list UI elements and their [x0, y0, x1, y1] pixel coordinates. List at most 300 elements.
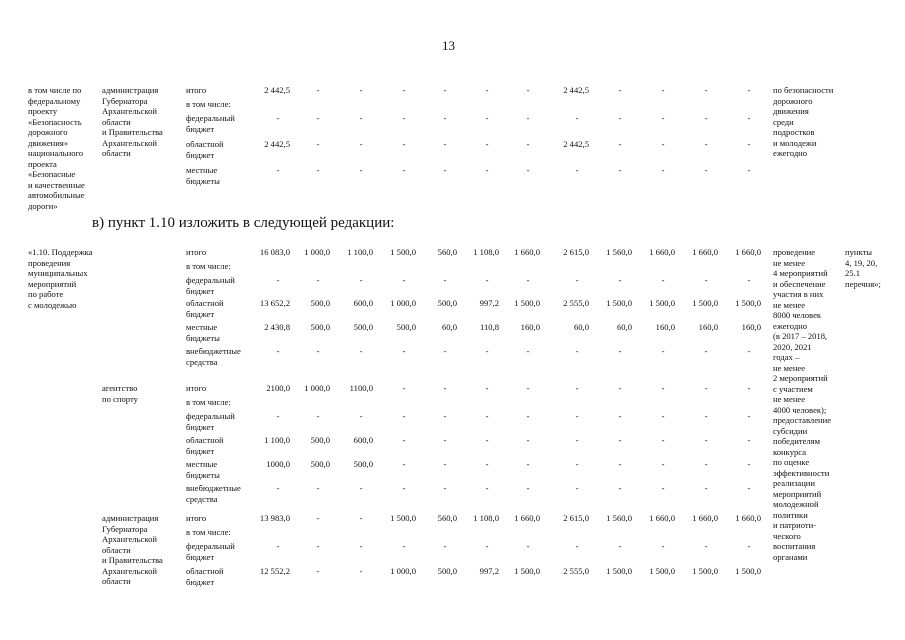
- row-label: итого: [186, 85, 207, 95]
- program-name: национального: [28, 148, 84, 158]
- executor-name: области: [102, 576, 131, 586]
- table-cell: 160,0: [520, 322, 540, 332]
- table-cell: -: [276, 541, 280, 551]
- table-cell: 500,0: [310, 298, 330, 308]
- expected-result: по оценке: [773, 457, 810, 467]
- table-cell: -: [618, 459, 622, 469]
- row-label: бюджет: [186, 421, 215, 432]
- table-cell: -: [747, 541, 751, 551]
- executor-name: Архангельской: [102, 106, 157, 116]
- table-cell: 1 560,0: [606, 513, 632, 523]
- table-cell: -: [443, 435, 447, 445]
- table-cell: 2 430,8: [264, 322, 290, 332]
- row-label: областной: [186, 139, 224, 149]
- row-label: средства: [186, 493, 218, 504]
- table-cell: -: [526, 346, 530, 356]
- table-cell: 600,0: [353, 298, 373, 308]
- table-cell: -: [704, 459, 708, 469]
- table-cell: 2 442,5: [563, 139, 589, 149]
- row-label: местные: [186, 459, 218, 469]
- table-cell: -: [359, 541, 363, 551]
- table-cell: 2 555,0: [563, 566, 589, 576]
- table-cell: -: [316, 566, 320, 576]
- table-cell: 60,0: [441, 322, 457, 332]
- table-cell: 60,0: [616, 322, 632, 332]
- table-cell: -: [316, 275, 320, 285]
- table-cell: -: [485, 275, 489, 285]
- table-cell: -: [661, 435, 665, 445]
- table-cell: 997,2: [479, 566, 499, 576]
- table-cell: -: [618, 541, 622, 551]
- table-cell: -: [575, 459, 579, 469]
- row-label: бюджеты: [186, 332, 220, 343]
- table-cell: 2 615,0: [563, 513, 589, 523]
- expected-result: дорожного: [773, 95, 813, 106]
- table-cell: 500,0: [437, 298, 457, 308]
- expected-result: не менее: [773, 299, 806, 310]
- table-cell: -: [526, 435, 530, 445]
- row-label: в том числе:: [186, 527, 231, 537]
- table-cell: -: [402, 483, 406, 493]
- table-cell: -: [747, 435, 751, 445]
- table-cell: -: [526, 383, 530, 393]
- expected-result: молодежной: [773, 499, 819, 509]
- program-name: по работе: [28, 289, 64, 299]
- table-cell: -: [661, 483, 665, 493]
- table-cell: -: [402, 383, 406, 393]
- expected-result: не менее: [773, 257, 806, 268]
- table-cell: -: [402, 435, 406, 445]
- table-cell: 1 500,0: [735, 298, 761, 308]
- table-cell: -: [526, 541, 530, 551]
- table-cell: -: [747, 411, 751, 421]
- executor-name: Архангельской: [102, 534, 157, 544]
- program-name: проекта: [28, 158, 57, 169]
- table-cell: -: [485, 541, 489, 551]
- table-cell: 12 552,2: [259, 566, 290, 576]
- table-cell: -: [661, 459, 665, 469]
- expected-result: воспитания: [773, 541, 816, 551]
- expected-result: конкурса: [773, 446, 807, 457]
- expected-result: мероприятий: [773, 488, 822, 499]
- table-cell: -: [443, 85, 447, 95]
- table-cell: -: [575, 275, 579, 285]
- table-cell: -: [704, 165, 708, 175]
- table-cell: 1 660,0: [649, 513, 675, 523]
- table-cell: -: [276, 113, 280, 123]
- table-cell: 1 100,0: [264, 435, 290, 445]
- table-cell: 1 500,0: [649, 566, 675, 576]
- table-cell: -: [526, 411, 530, 421]
- executor-name: области: [102, 116, 131, 127]
- program-name: федеральному: [28, 95, 81, 106]
- table-cell: -: [316, 513, 320, 523]
- table-cell: -: [704, 275, 708, 285]
- table-cell: -: [402, 459, 406, 469]
- expected-result: 4 мероприятий: [773, 268, 828, 278]
- expected-result: проведение: [773, 247, 816, 257]
- table-cell: 1100,0: [349, 383, 373, 393]
- row-label: областной: [186, 566, 224, 576]
- expected-result: субсидии: [773, 425, 808, 436]
- executor-name: Архангельской: [102, 137, 157, 148]
- table-cell: -: [316, 411, 320, 421]
- table-cell: -: [575, 165, 579, 175]
- table-cell: -: [526, 139, 530, 149]
- table-cell: 160,0: [741, 322, 761, 332]
- table-cell: 1 100,0: [347, 247, 373, 257]
- table-cell: -: [402, 275, 406, 285]
- table-cell: -: [747, 113, 751, 123]
- executor-name: администрация: [102, 513, 159, 523]
- executor-name: Губернатора: [102, 523, 148, 534]
- table-cell: 1 560,0: [606, 247, 632, 257]
- table-cell: -: [443, 483, 447, 493]
- table-cell: -: [747, 139, 751, 149]
- table-cell: -: [661, 165, 665, 175]
- program-name: муниципальных: [28, 268, 88, 278]
- table-cell: -: [402, 541, 406, 551]
- table-cell: 1 500,0: [606, 298, 632, 308]
- row-label: бюджеты: [186, 175, 220, 186]
- table-cell: -: [661, 113, 665, 123]
- table-cell: -: [276, 411, 280, 421]
- row-label: местные: [186, 165, 218, 175]
- table-cell: -: [618, 139, 622, 149]
- table-cell: -: [443, 275, 447, 285]
- program-name: автомобильные: [28, 190, 85, 200]
- table-cell: 500,0: [437, 566, 457, 576]
- expected-result: не менее: [773, 362, 806, 373]
- expected-result: и молодежи: [773, 137, 817, 148]
- row-label: средства: [186, 356, 218, 367]
- table-cell: -: [618, 411, 622, 421]
- table-cell: 997,2: [479, 298, 499, 308]
- row-label: бюджет: [186, 149, 215, 160]
- table-cell: -: [618, 275, 622, 285]
- table-cell: -: [316, 85, 320, 95]
- table-cell: -: [526, 275, 530, 285]
- table-cell: 1000,0: [266, 459, 290, 469]
- expected-result: эффективности: [773, 467, 830, 478]
- program-name: движения»: [28, 137, 69, 148]
- table-cell: -: [575, 113, 579, 123]
- row-label: бюджет: [186, 445, 215, 456]
- expected-result: 4000 человек);: [773, 404, 827, 415]
- expected-result: годах –: [773, 352, 800, 362]
- document-links: 25.1: [845, 268, 861, 278]
- table-cell: -: [316, 113, 320, 123]
- table-cell: 2 442,5: [264, 85, 290, 95]
- row-label: в том числе:: [186, 99, 231, 109]
- table-cell: 500,0: [353, 322, 373, 332]
- expected-result: ежегодно: [773, 320, 808, 331]
- table-cell: 500,0: [310, 459, 330, 469]
- table-cell: 1 500,0: [692, 566, 718, 576]
- table-cell: -: [316, 346, 320, 356]
- table-cell: 500,0: [310, 435, 330, 445]
- table-cell: -: [402, 139, 406, 149]
- document-links: перечня»;: [845, 278, 881, 289]
- table-cell: 2 615,0: [563, 247, 589, 257]
- table-cell: 560,0: [437, 247, 457, 257]
- expected-result: и обеспечение: [773, 278, 826, 289]
- table-cell: 2 442,5: [563, 85, 589, 95]
- table-cell: -: [443, 346, 447, 356]
- table-cell: 1 108,0: [473, 513, 499, 523]
- row-label: бюджеты: [186, 469, 220, 480]
- table-cell: -: [359, 513, 363, 523]
- expected-result: 2020, 2021: [773, 341, 812, 352]
- program-name: «1.10. Поддержка: [28, 247, 93, 257]
- table-cell: -: [443, 541, 447, 551]
- table-cell: 500,0: [396, 322, 416, 332]
- expected-result: 2 мероприятий: [773, 373, 828, 383]
- table-cell: -: [359, 275, 363, 285]
- table-cell: -: [704, 435, 708, 445]
- expected-result: ческого: [773, 530, 801, 541]
- table-cell: -: [402, 346, 406, 356]
- table-cell: -: [359, 113, 363, 123]
- row-label: бюджет: [186, 308, 215, 319]
- table-cell: -: [661, 139, 665, 149]
- row-label: итого: [186, 383, 207, 393]
- table-cell: 1 660,0: [514, 513, 540, 523]
- expected-result: победителям: [773, 436, 821, 446]
- table-cell: -: [661, 383, 665, 393]
- executor-name: Архангельской: [102, 565, 157, 576]
- table-cell: -: [443, 113, 447, 123]
- table-cell: -: [704, 383, 708, 393]
- table-cell: -: [276, 346, 280, 356]
- table-cell: -: [359, 346, 363, 356]
- table-cell: -: [316, 139, 320, 149]
- table-cell: -: [618, 383, 622, 393]
- table-cell: -: [359, 165, 363, 175]
- table-cell: 1 108,0: [473, 247, 499, 257]
- table-cell: -: [359, 139, 363, 149]
- table-cell: -: [704, 85, 708, 95]
- row-label: внебюджетные: [186, 346, 241, 356]
- table-cell: 110,8: [479, 322, 499, 332]
- executor-name: области: [102, 544, 131, 555]
- table-cell: -: [526, 85, 530, 95]
- table-cell: -: [704, 541, 708, 551]
- table-cell: -: [443, 383, 447, 393]
- table-cell: 1 660,0: [514, 247, 540, 257]
- row-label: областной: [186, 298, 224, 308]
- expected-result: (в 2017 – 2018,: [773, 331, 828, 341]
- table-cell: 1 500,0: [606, 566, 632, 576]
- row-label: бюджет: [186, 285, 215, 296]
- table-cell: -: [575, 541, 579, 551]
- expected-result: по безопасности: [773, 85, 834, 95]
- row-label: федеральный: [186, 411, 235, 421]
- table-cell: -: [747, 459, 751, 469]
- expected-result: участия в них: [773, 289, 824, 299]
- program-name: с молодежью: [28, 299, 77, 310]
- table-cell: 2 555,0: [563, 298, 589, 308]
- executor-name: агентство: [102, 383, 138, 393]
- expected-result: политики: [773, 509, 808, 520]
- table-cell: -: [402, 165, 406, 175]
- program-name: «Безопасные: [28, 169, 76, 179]
- table-cell: -: [575, 411, 579, 421]
- program-name: мероприятий: [28, 278, 77, 289]
- table-cell: -: [661, 541, 665, 551]
- table-cell: -: [704, 113, 708, 123]
- table-cell: 1 660,0: [692, 247, 718, 257]
- table-cell: 60,0: [573, 322, 589, 332]
- table-cell: -: [485, 459, 489, 469]
- table-cell: -: [276, 275, 280, 285]
- row-label: бюджет: [186, 576, 215, 587]
- table-cell: 1 500,0: [514, 298, 540, 308]
- table-cell: 560,0: [437, 513, 457, 523]
- table-cell: -: [485, 85, 489, 95]
- row-label: федеральный: [186, 113, 235, 123]
- table-cell: -: [485, 165, 489, 175]
- expected-result: подростков: [773, 127, 815, 137]
- row-label: бюджет: [186, 123, 215, 134]
- table-cell: -: [485, 483, 489, 493]
- table-cell: 1 660,0: [735, 513, 761, 523]
- table-cell: -: [575, 435, 579, 445]
- table-cell: 1 660,0: [692, 513, 718, 523]
- table-cell: -: [661, 411, 665, 421]
- executor-name: Губернатора: [102, 95, 148, 106]
- row-label: итого: [186, 247, 207, 257]
- table-cell: 1 500,0: [390, 513, 416, 523]
- table-cell: -: [402, 85, 406, 95]
- executor-name: и Правительства: [102, 555, 163, 565]
- table-cell: 1 500,0: [692, 298, 718, 308]
- executor-name: области: [102, 148, 131, 158]
- program-name: проведения: [28, 257, 71, 268]
- table-cell: -: [661, 85, 665, 95]
- table-cell: 1 000,0: [304, 247, 330, 257]
- table-cell: -: [485, 411, 489, 421]
- table-cell: -: [618, 346, 622, 356]
- table-cell: 160,0: [698, 322, 718, 332]
- table-cell: 2 442,5: [264, 139, 290, 149]
- table-cell: -: [526, 483, 530, 493]
- expected-result: с участием: [773, 383, 813, 394]
- table-cell: -: [526, 165, 530, 175]
- table-cell: -: [485, 383, 489, 393]
- table-cell: 1 000,0: [390, 566, 416, 576]
- table-cell: -: [359, 411, 363, 421]
- table-cell: -: [575, 346, 579, 356]
- program-name: дорожного: [28, 127, 68, 137]
- table-cell: 500,0: [353, 459, 373, 469]
- row-label: областной: [186, 435, 224, 445]
- table-cell: 600,0: [353, 435, 373, 445]
- table-cell: -: [402, 113, 406, 123]
- program-name: «Безопасность: [28, 116, 82, 127]
- page-number: 13: [442, 38, 455, 53]
- table-cell: -: [747, 483, 751, 493]
- table-cell: -: [276, 483, 280, 493]
- table-cell: -: [316, 541, 320, 551]
- table-cell: -: [276, 165, 280, 175]
- expected-result: реализации: [773, 478, 815, 488]
- table-cell: -: [485, 435, 489, 445]
- table-cell: 1 660,0: [649, 247, 675, 257]
- row-label: федеральный: [186, 275, 235, 285]
- row-label: в том числе:: [186, 261, 231, 271]
- table-cell: -: [747, 165, 751, 175]
- table-cell: 16 083,0: [259, 247, 290, 257]
- row-label: федеральный: [186, 541, 235, 551]
- table-cell: -: [359, 85, 363, 95]
- row-label: внебюджетные: [186, 483, 241, 493]
- table-cell: -: [618, 483, 622, 493]
- table-cell: -: [402, 411, 406, 421]
- table-cell: -: [618, 165, 622, 175]
- table-cell: -: [526, 113, 530, 123]
- table-cell: -: [526, 459, 530, 469]
- executor-name: по спорту: [102, 393, 138, 404]
- row-label: итого: [186, 513, 207, 523]
- table-cell: -: [618, 113, 622, 123]
- section-heading: в) пункт 1.10 изложить в следующей редакции:: [92, 215, 395, 231]
- table-cell: 1 500,0: [649, 298, 675, 308]
- expected-result: и патриоти-: [773, 520, 817, 530]
- table-cell: 1 500,0: [735, 566, 761, 576]
- table-cell: 1 500,0: [514, 566, 540, 576]
- executor-name: администрация: [102, 85, 159, 95]
- table-cell: -: [575, 383, 579, 393]
- table-cell: -: [316, 165, 320, 175]
- table-cell: -: [443, 459, 447, 469]
- table-cell: -: [359, 566, 363, 576]
- table-cell: 1 500,0: [390, 247, 416, 257]
- table-cell: -: [747, 383, 751, 393]
- table-cell: 500,0: [310, 322, 330, 332]
- table-cell: -: [485, 346, 489, 356]
- table-cell: -: [618, 435, 622, 445]
- table-cell: 2100,0: [266, 383, 290, 393]
- table-cell: -: [618, 85, 622, 95]
- expected-result: 8000 человек: [773, 310, 822, 320]
- table-cell: -: [704, 483, 708, 493]
- table-cell: -: [575, 483, 579, 493]
- table-cell: 160,0: [655, 322, 675, 332]
- expected-result: среди: [773, 116, 794, 127]
- table-cell: 13 652,2: [259, 298, 290, 308]
- expected-result: не менее: [773, 394, 806, 404]
- table-cell: -: [661, 275, 665, 285]
- table-cell: -: [704, 139, 708, 149]
- document-links: пункты: [845, 247, 873, 257]
- expected-result: ежегодно: [773, 148, 808, 158]
- table-cell: -: [485, 113, 489, 123]
- program-name: дороги»: [28, 200, 58, 211]
- table-cell: -: [747, 275, 751, 285]
- expected-result: предоставление: [773, 415, 832, 425]
- table-cell: -: [485, 139, 489, 149]
- table-cell: -: [443, 411, 447, 421]
- table-cell: -: [747, 85, 751, 95]
- table-cell: -: [359, 483, 363, 493]
- program-name: проекту: [28, 106, 58, 116]
- table-cell: -: [704, 411, 708, 421]
- expected-result: органами: [773, 551, 808, 562]
- table-cell: -: [661, 346, 665, 356]
- row-label: бюджет: [186, 551, 215, 562]
- program-name: и качественные: [28, 179, 85, 190]
